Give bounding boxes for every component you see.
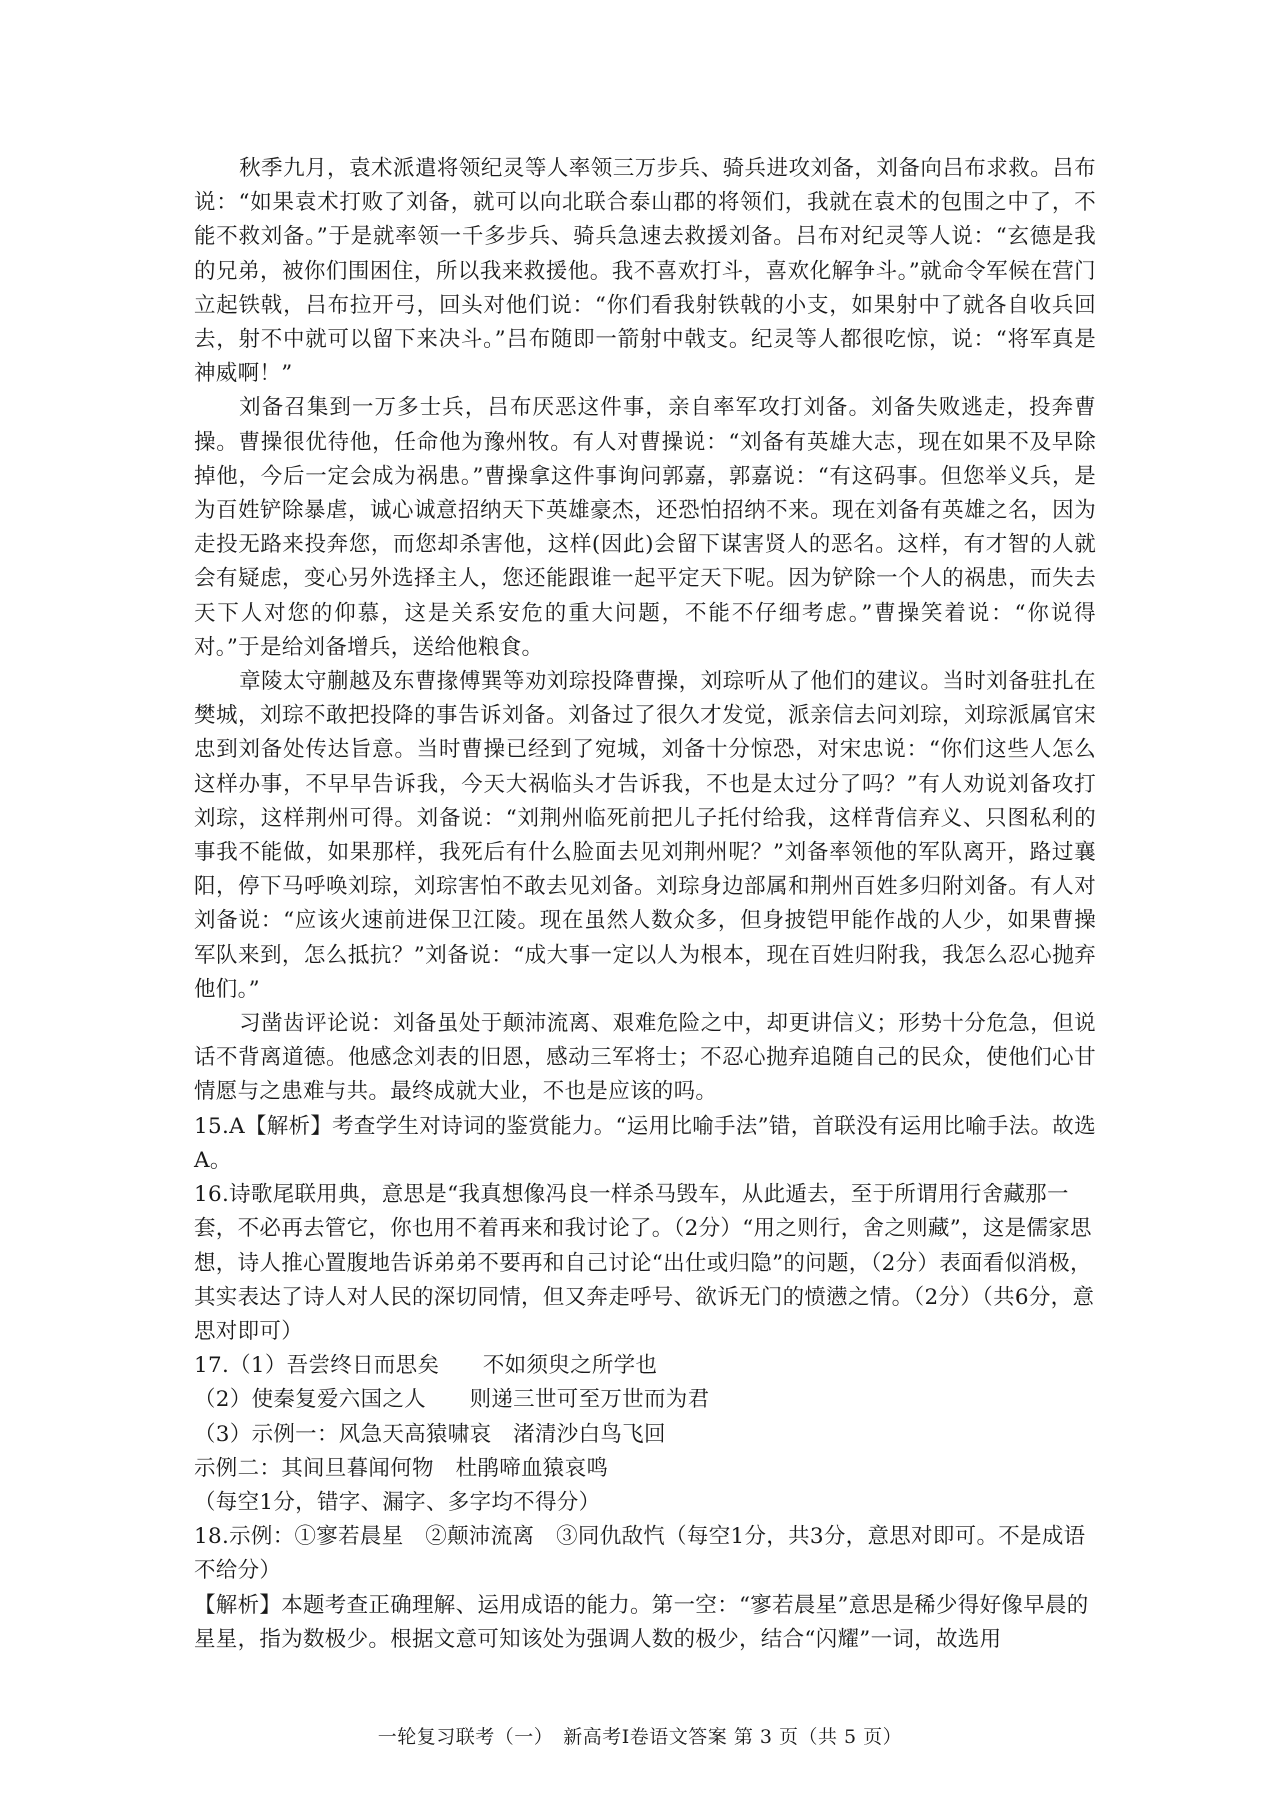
answer-17-part-2: （2）使秦复爱六国之人 则递三世可至万世而为君	[194, 1387, 710, 1413]
answer-17-part-3: （3）示例一：风急天高猿啸哀 渚清沙白鸟飞回	[194, 1421, 666, 1447]
answer-15: 15.A【解析】考查学生对诗词的鉴赏能力。“运用比喻手法”错，首联没有运用比喻手法。故选A。	[194, 1113, 1096, 1173]
answer-17-scoring: （每空1分，错字、漏字、多字均不得分）	[194, 1489, 601, 1515]
answer-body	[194, 152, 1096, 1657]
translation-paragraph-2: 刘备召集到一万多士兵，吕布厌恶这件事，亲自率军攻打刘备。刘备失败逃走，投奔曹操。曹操很优待他，任命他为豫州牧。有人对曹操说：“刘备有英雄大志，现在如果不及早除掉他，今后一定会成为祸患。”曹操拿这件事询问郭嘉，郭嘉说：“有这码事。但您举义兵，是为百姓铲除暴虐，诚心诚意招纳天下英雄豪杰，还恐怕招纳不来。现在刘备有英雄之名，因为走投无路来投奔您，而您却杀害他，这样(因此)会留下谋害贤人的恶名。这样，有才智的人就会有疑虑，变心另外选择主人，您还能跟谁一起平定天下呢。因为铲除一个人的祸患，而失去天下人对您的仰慕，这是关系安危的重大问题，不能不仔细考虑。”曹操笑着说：“你说得对。”于是给刘备增兵，送给他粮食。	[194, 395, 1096, 660]
answer-18: 18.示例：①寥若晨星 ②颠沛流离 ③同仇敌忾（每空1分，共3分，意思对即可。不是成语不给分）	[194, 1524, 1086, 1584]
answer-17-example-2: 示例二：其间旦暮闻何物 杜鹃啼血猿哀鸣	[194, 1455, 609, 1481]
translation-paragraph-4: 习凿齿评论说：刘备虽处于颠沛流离、艰难危险之中，却更讲信义；形势十分危急，但说话不背离道德。他感念刘表的旧恩，感动三军将士；不忍心抛弃追随自己的民众，使他们心甘情愿与之患难与共。最终成就大业，不也是应该的吗。	[194, 1011, 1096, 1105]
page-footer: 一轮复习联考（一） 新高考Ⅰ卷语文答案 第 3 页（共 5 页）	[377, 1726, 903, 1748]
answer-18-analysis: 【解析】本题考查正确理解、运用成语的能力。第一空：“寥若晨星”意思是稀少得好像早晨的星星，指为数极少。根据文意可知该处为强调人数的极少，结合“闪耀”一词，故选用	[194, 1592, 1089, 1652]
translation-paragraph-1: 秋季九月，袁术派遣将领纪灵等人率领三万步兵、骑兵进攻刘备，刘备向吕布求救。吕布说：“如果袁术打败了刘备，就可以向北联合泰山郡的将领们，我就在袁术的包围之中了，不能不救刘备。”于是就率领一千多步兵、骑兵急速去救援刘备。吕布对纪灵等人说：“玄德是我的兄弟，被你们围困住，所以我来救援他。我不喜欢打斗，喜欢化解争斗。”就命令军候在营门立起铁戟，吕布拉开弓，回头对他们说：“你们看我射铁戟的小支，如果射中了就各自收兵回去，射不中就可以留下来决斗。”吕布随即一箭射中戟支。纪灵等人都很吃惊，说：“将军真是神威啊！”	[194, 156, 1096, 387]
translation-paragraph-3: 章陵太守蒯越及东曹掾傅巽等劝刘琮投降曹操，刘琮听从了他们的建议。当时刘备驻扎在樊城，刘琮不敢把投降的事告诉刘备。刘备过了很久才发觉，派亲信去问刘琮，刘琮派属官宋忠到刘备处传达旨意。当时曹操已经到了宛城，刘备十分惊恐，对宋忠说：“你们这些人怎么这样办事，不早早告诉我，今天大祸临头才告诉我，不也是太过分了吗？”有人劝说刘备攻打刘琮，这样荆州可得。刘备说：“刘荆州临死前把儿子托付给我，这样背信弃义、只图私利的事我不能做，如果那样，我死后有什么脸面去见刘荆州呢？”刘备率领他的军队离开，路过襄阳，停下马呼唤刘琮，刘琮害怕不敢去见刘备。刘琮身边部属和荆州百姓多归附刘备。有人对刘备说：“应该火速前进保卫江陵。现在虽然人数众多，但身披铠甲能作战的人少，如果曹操军队来到，怎么抵抗？”刘备说：“成大事一定以人为根本，现在百姓归附我，我怎么忍心抛弃他们。”	[194, 669, 1096, 1002]
answer-16: 16.诗歌尾联用典，意思是“我真想像冯良一样杀马毁车，从此遁去，至于所谓用行舍藏那一套，不必再去管它，你也用不着再来和我讨论了。（2分）“用之则行，舍之则藏”，这是儒家思想，诗人推心置腹地告诉弟弟不要再和自己讨论“出仕或归隐”的问题，（2分）表面看似消极，其实表达了诗人对人民的深切同情，但又奔走呼号、欲诉无门的愤懑之情。（2分）（共6分，意思对即可）	[194, 1182, 1095, 1344]
answer-17-part-1: 17.（1）吾尝终日而思矣 不如须臾之所学也	[194, 1353, 658, 1379]
